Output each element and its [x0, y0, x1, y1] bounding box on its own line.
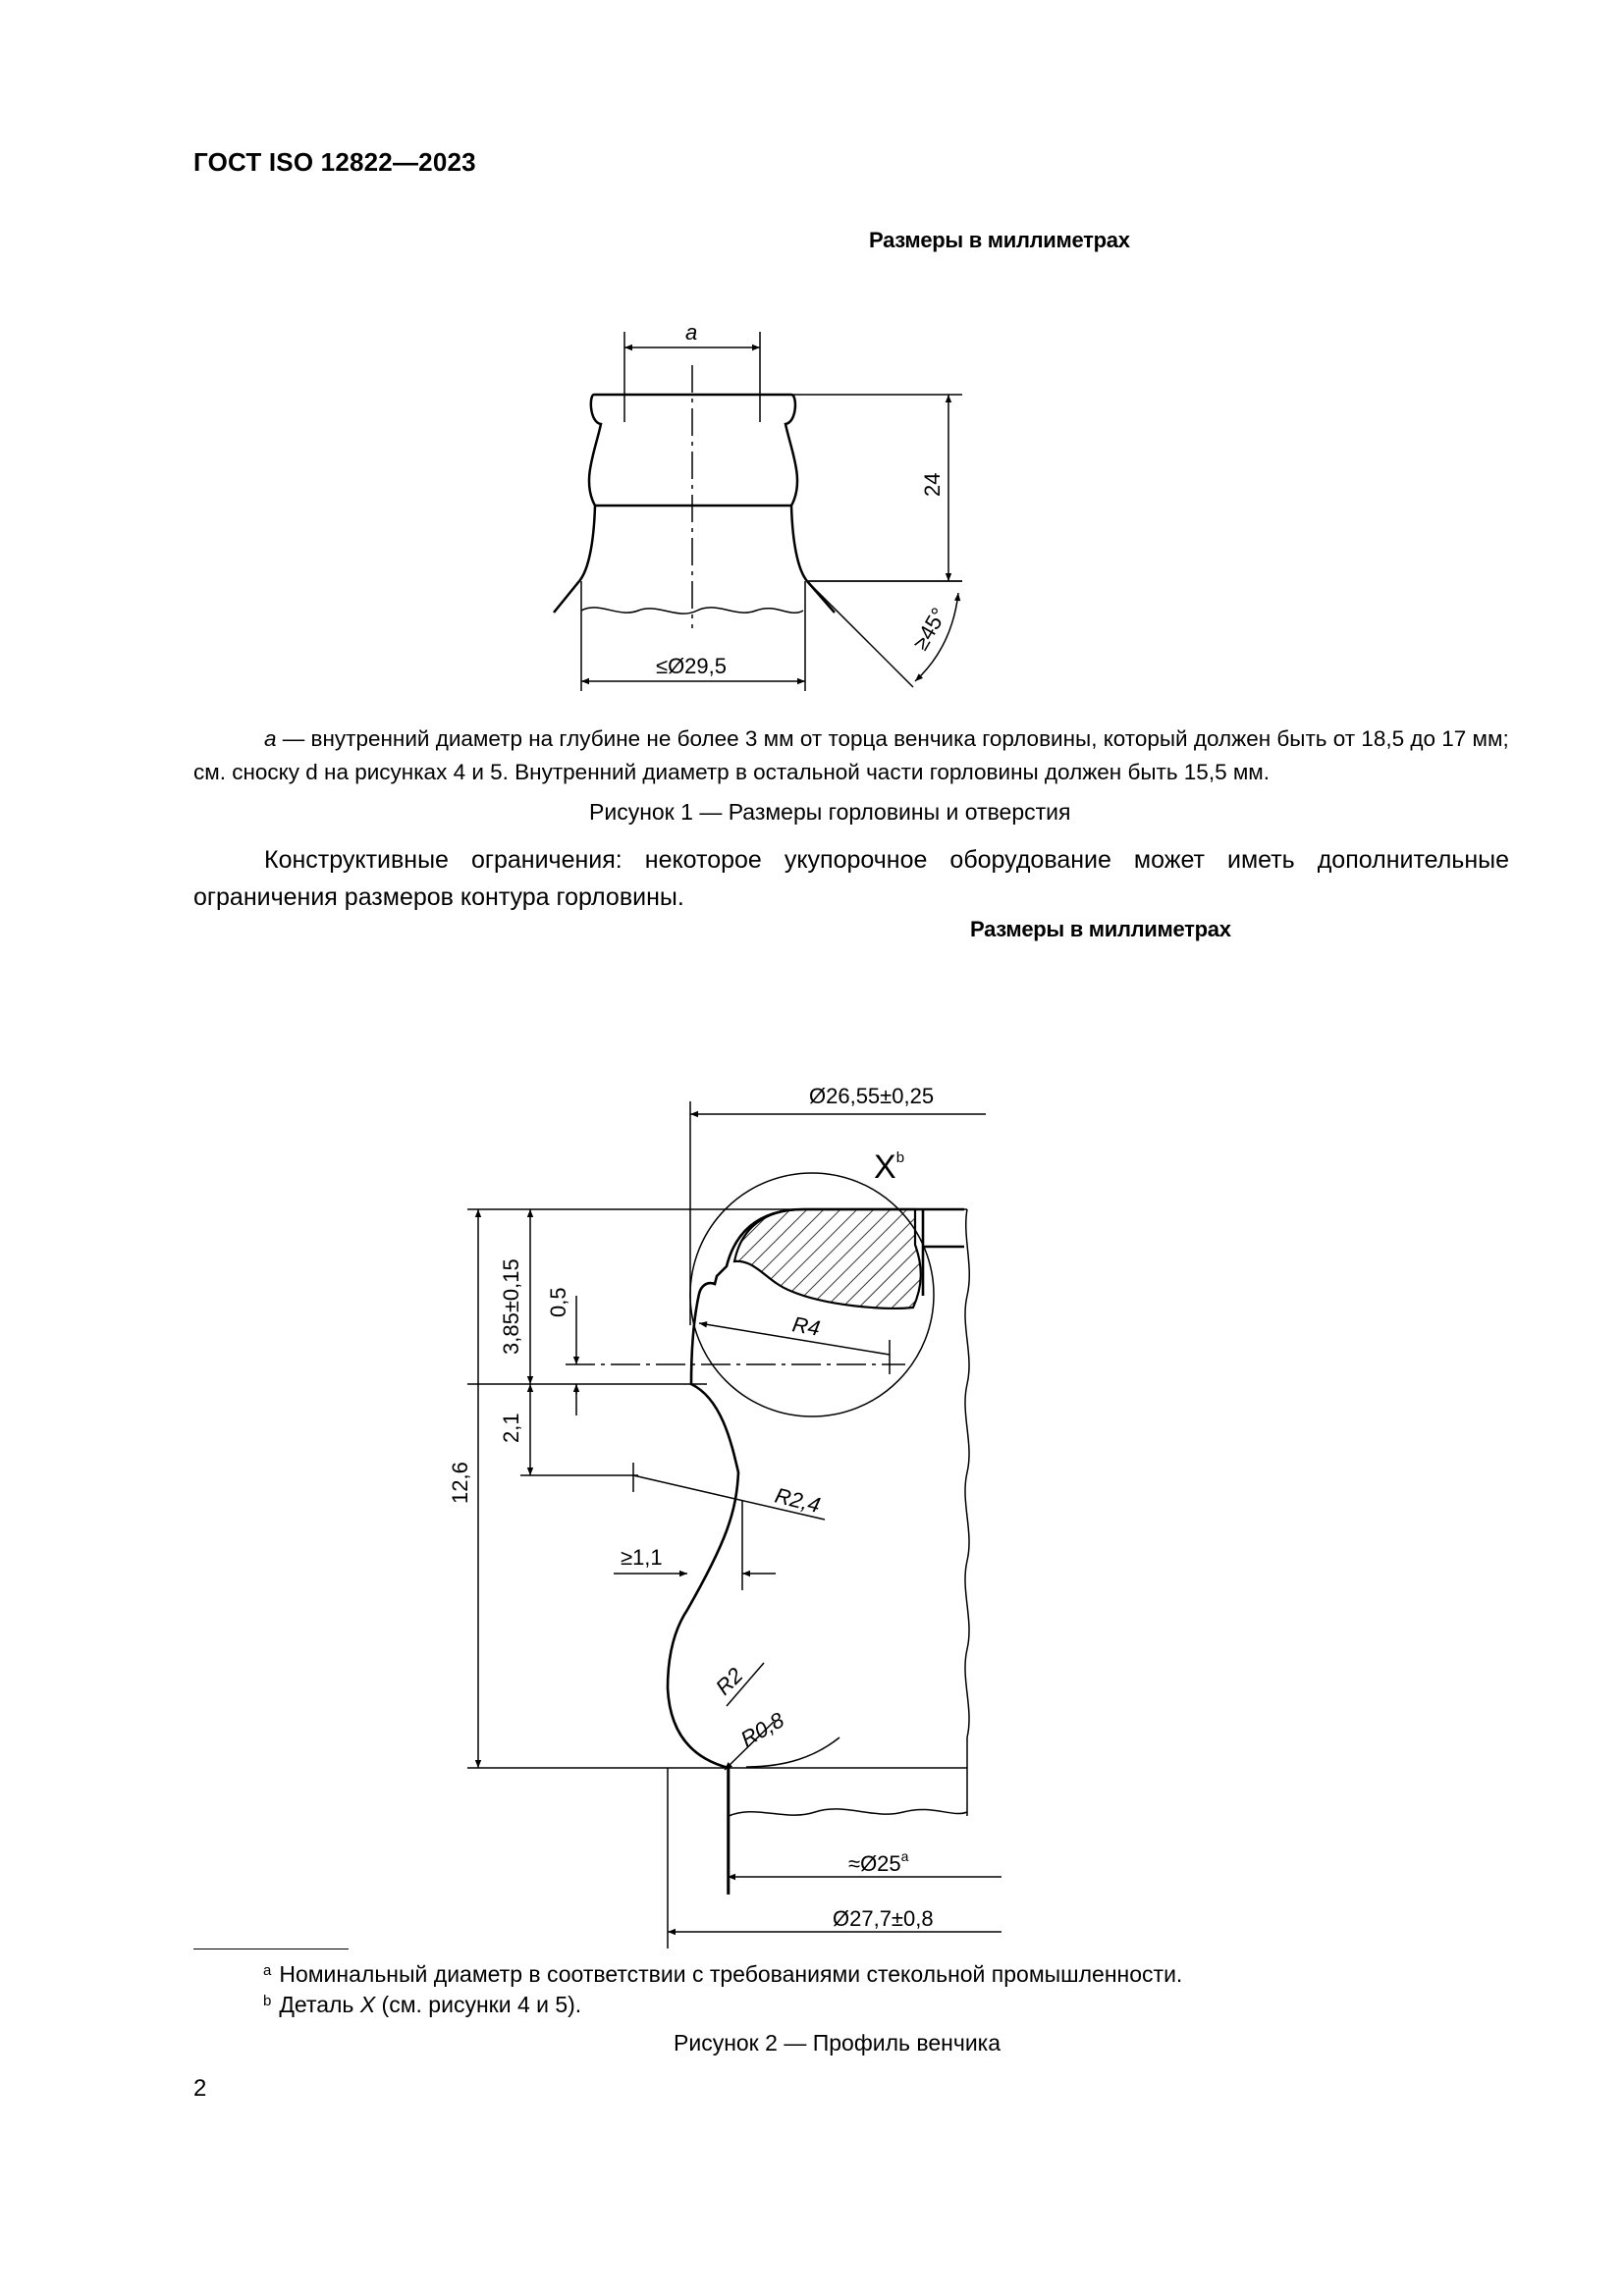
footnote-b-pre: Деталь [279, 1992, 360, 2017]
figure2-dim-d25-value: ≈Ø25 [848, 1851, 901, 1876]
figure1-dim-angle: ≥45° [907, 603, 952, 655]
figure1-dim-height: 24 [920, 472, 945, 497]
figure1-note-text: — внутренний диаметр на глубине не более 3 мм от торца венчика горловины, который должен быть от 18,5 до 17 мм; см. сноску d на рисунках 4 и 5. Внутренний диаметр в остальной части горловины должен быть 15,5 мм. [193, 726, 1509, 784]
figure2-dim-h1: 3,85±0,15 [499, 1258, 523, 1355]
body-paragraph-text: Конструктивные ограничения: некоторое укупорочное оборудование может иметь дополнительные ограничения размеров контура горловины. [193, 846, 1509, 911]
figure1-units-label: Размеры в миллиметрах [869, 228, 1130, 252]
figure2-dim-d277: Ø27,7±0,8 [833, 1906, 934, 1931]
page-number: 2 [193, 2075, 207, 2102]
figure2-units-label: Размеры в миллиметрах [970, 917, 1231, 941]
figure2-dim-h4: 12,6 [448, 1462, 472, 1504]
figure2-drawing [442, 1070, 1031, 1953]
footnote-a-text: Номинальный диаметр в соответствии с требованиями стекольной промышленности. [279, 1961, 1183, 1987]
footnote-b-post: (см. рисунки 4 и 5). [375, 1992, 582, 2017]
figure2-dim-h3: 2,1 [499, 1413, 523, 1443]
figure1-dim-a: a [685, 320, 698, 345]
figure2-caption: Рисунок 2 — Профиль венчика [674, 2030, 1001, 2056]
figure1-note-prefix: a [264, 726, 277, 751]
document-header: ГОСТ ISO 12822—2023 [193, 147, 476, 177]
figure2-dim-d25-sup: a [900, 1848, 909, 1864]
figure2-detail-letter: X [874, 1148, 896, 1186]
figure2-dim-d25 [848, 1848, 909, 1876]
figure2-dim-h2: 0,5 [546, 1287, 570, 1317]
figure2-detail-sup: b [895, 1149, 905, 1166]
figure1-drawing [530, 312, 1001, 700]
figure1-caption: Рисунок 1 — Размеры горловины и отверстия [589, 799, 1071, 825]
figure2-dim-w11: ≥1,1 [621, 1545, 663, 1570]
figure2-radius-r08: R0,8 [736, 1707, 788, 1752]
footnote-b-mark: b [263, 1993, 272, 2009]
footnote-a [263, 1961, 1182, 1988]
footnote-b [263, 1992, 581, 2018]
figure2-radius-r4: R4 [790, 1311, 823, 1341]
figure2-dim-d-top: Ø26,55±0,25 [809, 1084, 935, 1108]
figure2-radius-r2: R2 [710, 1662, 748, 1700]
footnote-b-ital: X [359, 1992, 376, 2017]
footnote-a-mark: a [263, 1962, 272, 1979]
figure2-radius-r24: R2,4 [772, 1482, 823, 1519]
figure2-detail-label [874, 1148, 904, 1186]
body-paragraph [193, 841, 1509, 916]
figure1-dim-diameter: ≤Ø29,5 [656, 654, 728, 678]
figure1-note [193, 722, 1509, 789]
